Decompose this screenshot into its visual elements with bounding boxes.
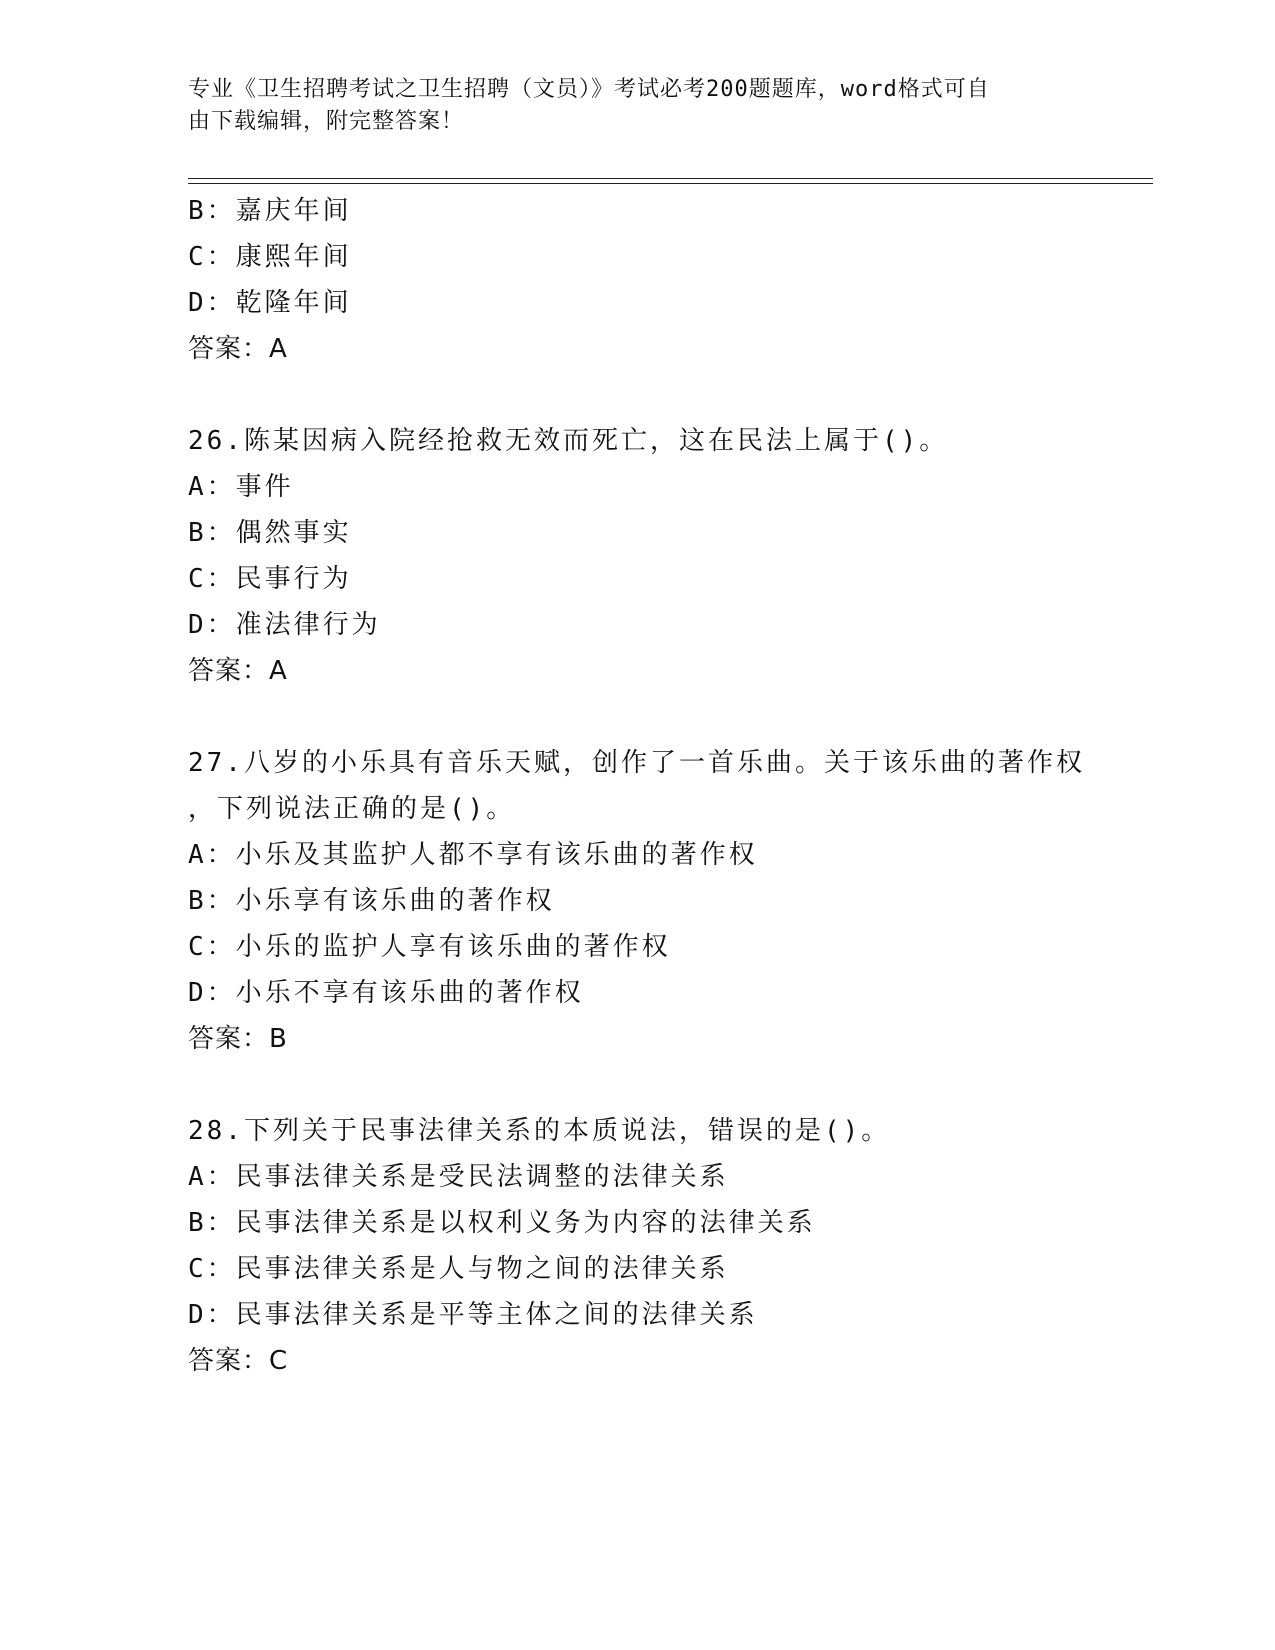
- option-b: B：民事法律关系是以权利义务为内容的法律关系: [188, 1208, 816, 1238]
- question-27: [188, 740, 1148, 1062]
- header-line-2: 由下载编辑，附完整答案！: [188, 109, 465, 134]
- answer: 答案：A: [188, 334, 288, 364]
- spacer: [188, 694, 1148, 740]
- option-c: C：康熙年间: [188, 242, 352, 272]
- option-b: B：偶然事实: [188, 518, 352, 548]
- option-d: D：准法律行为: [188, 610, 381, 640]
- header-divider-top: [188, 178, 1153, 179]
- question-25-continued: [188, 188, 1148, 372]
- option-c: C：小乐的监护人享有该乐曲的著作权: [188, 932, 671, 962]
- question-text-line-1: 27.八岁的小乐具有音乐天赋，创作了一首乐曲。关于该乐曲的著作权: [188, 748, 1085, 778]
- question-28: [188, 1108, 1148, 1384]
- spacer: [188, 372, 1148, 418]
- answer: 答案：B: [188, 1024, 288, 1054]
- option-b: B：小乐享有该乐曲的著作权: [188, 886, 555, 916]
- option-c: C：民事行为: [188, 564, 352, 594]
- option-d: D：民事法律关系是平等主体之间的法律关系: [188, 1300, 758, 1330]
- page-header: [188, 74, 1088, 138]
- header-divider-bottom: [188, 183, 1153, 184]
- answer: 答案：A: [188, 656, 288, 686]
- option-a: A：小乐及其监护人都不享有该乐曲的著作权: [188, 840, 758, 870]
- question-text: 28.下列关于民事法律关系的本质说法，错误的是()。: [188, 1116, 891, 1146]
- question-text: 26.陈某因病入院经抢救无效而死亡，这在民法上属于()。: [188, 426, 949, 456]
- question-26: [188, 418, 1148, 694]
- spacer: [188, 1062, 1148, 1108]
- answer: 答案：C: [188, 1346, 289, 1376]
- question-content: [188, 188, 1148, 1384]
- option-c: C：民事法律关系是人与物之间的法律关系: [188, 1254, 729, 1284]
- option-b: B：嘉庆年间: [188, 196, 352, 226]
- option-a: A：民事法律关系是受民法调整的法律关系: [188, 1162, 729, 1192]
- option-a: A：事件: [188, 472, 294, 502]
- option-d: D：乾隆年间: [188, 288, 352, 318]
- question-text-line-2: ，下列说法正确的是()。: [188, 794, 516, 824]
- option-d: D：小乐不享有该乐曲的著作权: [188, 978, 584, 1008]
- header-line-1: 专业《卫生招聘考试之卫生招聘（文员）》考试必考200题题库，word格式可自: [188, 77, 990, 102]
